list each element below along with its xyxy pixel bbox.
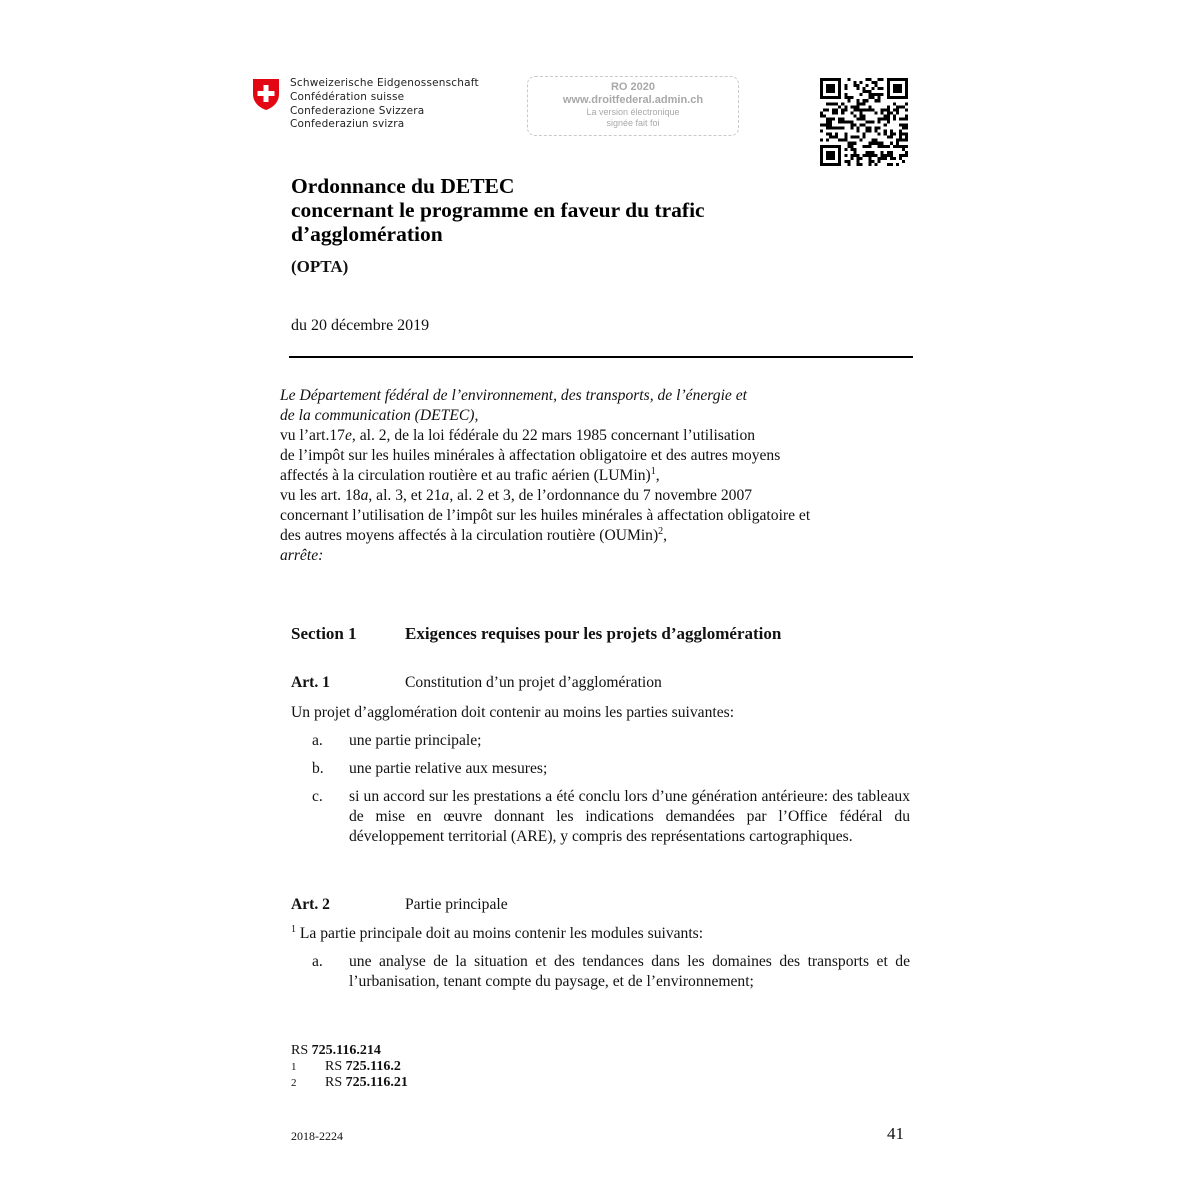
list-item-text: une partie relative aux mesures; — [349, 760, 548, 777]
stamp-note-1: La version électronique — [586, 107, 680, 117]
article-1-title: Constitution d’un projet d’agglomération — [405, 674, 662, 691]
list-item — [312, 787, 910, 847]
authority-line-1: Le Département fédéral de l’environnement, des transports, de l’énergie et — [280, 387, 747, 404]
title-divider — [289, 356, 913, 358]
article-2-lead — [291, 924, 703, 944]
legal-basis-2-line-2: concernant l’utilisation de l’impôt sur les huiles minérales à affectation obligatoire et — [280, 507, 811, 524]
list-item-text: une analyse de la situation et des tendances dans les domaines des transports et de l’urbanisation, tenant compte du paysage, et de l’environnement; — [349, 953, 910, 990]
authority-line-2: de la communication (DETEC), — [280, 407, 479, 424]
footnote-rs-main — [291, 1043, 408, 1059]
preamble — [280, 386, 912, 566]
title-abbreviation: (OPTA) — [291, 257, 349, 276]
legal-basis-1 — [280, 426, 912, 446]
list-item-text: si un accord sur les prestations a été conclu lors d’une génération antérieure: des tableaux de mise en œuvre donnant les indications demandées par l’Office fédéral du développement territorial (ARE), y compris des représentations cartographiques. — [349, 788, 910, 845]
paragraph-number: 1 — [291, 923, 296, 935]
footnote-number: 1 — [291, 1061, 297, 1073]
title-line-3: d’agglomération — [291, 222, 443, 246]
article-1-number: Art. 1 — [291, 674, 330, 691]
article-2-lead-text: La partie principale doit au moins contenir les modules suivants: — [299, 925, 704, 942]
document-number: 2018-2224 — [291, 1129, 343, 1143]
section-title: Exigences requises pour les projets d’agglomération — [405, 624, 782, 643]
footnote-ref-2[interactable]: 2 — [658, 525, 664, 537]
stamp-collection: RO 2020 — [610, 81, 656, 93]
legal-basis-1-end: , — [655, 467, 660, 484]
footnote-rs-prefix: RS — [291, 1043, 309, 1058]
legal-basis-1-line-3-text: affectés à la circulation routière et au trafic aérien (LUMin) — [280, 467, 651, 484]
list-marker: a. — [312, 953, 323, 970]
article-2-heading — [291, 896, 508, 914]
article-2-number: Art. 2 — [291, 896, 330, 913]
list-marker: c. — [312, 788, 323, 805]
confederation-name-fr: Confédération suisse — [290, 90, 405, 103]
legal-basis-2-line-3-text: des autres moyens affectés à la circulation routière (OUMin) — [280, 527, 659, 544]
confederation-names — [290, 77, 479, 132]
legal-basis-2-part-c: , al. 2 et 3, de l’ordonnance du 7 novembre 2007 — [449, 487, 753, 504]
list-item-text: une partie principale; — [349, 732, 482, 749]
footnote-item — [291, 1059, 408, 1075]
stamp-note-2: signée fait foi — [606, 118, 660, 128]
article-2-title: Partie principale — [405, 896, 508, 913]
legal-basis-1-part-a: vu l’art.17 — [280, 427, 345, 444]
footnote-prefix: RS — [325, 1059, 343, 1074]
article-1-lead: Un projet d’agglomération doit contenir au moins les parties suivantes: — [291, 704, 735, 721]
legal-basis-1-line-2: de l’impôt sur les huiles minérales à affectation obligatoire et des autres moyens — [280, 447, 781, 464]
list-marker: a. — [312, 732, 323, 749]
title-line-2: concernant le programme en faveur du trafic — [291, 198, 705, 222]
legal-basis-1-letter: e — [344, 427, 352, 444]
stamp-website: www.droitfederal.admin.ch — [562, 94, 704, 106]
publication-stamp — [527, 76, 739, 136]
legal-basis-2-part-b: , al. 3, et 21 — [368, 487, 442, 504]
legal-basis-2-end: , — [663, 527, 668, 544]
list-item — [312, 952, 910, 992]
confederation-name-it: Confederazione Svizzera — [290, 104, 425, 117]
footnotes — [291, 1043, 408, 1091]
legal-basis-2-part-a: vu les art. 18 — [280, 487, 361, 504]
footnote-rs-number: 725.116.214 — [311, 1043, 381, 1058]
page-title — [291, 174, 705, 246]
list-item — [312, 759, 910, 779]
legal-basis-2-letter-1: a — [360, 487, 369, 504]
swiss-coat-of-arms-icon — [252, 78, 280, 111]
page-number: 41 — [887, 1124, 904, 1143]
footnote-reference[interactable]: 725.116.2 — [345, 1059, 401, 1074]
legal-basis-2-line-3 — [280, 526, 912, 546]
section-heading — [291, 624, 781, 644]
qr-code-icon — [820, 78, 908, 166]
confederation-name-rm: Confederaziun svizra — [290, 118, 405, 131]
list-marker: b. — [312, 760, 324, 777]
legal-basis-1-line-3 — [280, 466, 912, 486]
list-item — [312, 731, 910, 751]
ordinance-date: du 20 décembre 2019 — [291, 317, 430, 334]
title-line-1: Ordonnance du DETEC — [291, 174, 515, 198]
footnote-prefix: RS — [325, 1075, 343, 1090]
footnote-item — [291, 1075, 408, 1091]
section-number: Section 1 — [291, 624, 357, 643]
footnote-ref-1[interactable]: 1 — [650, 465, 656, 477]
legal-basis-2 — [280, 486, 912, 506]
article-1-heading — [291, 674, 662, 692]
enacting-clause: arrête: — [280, 547, 324, 564]
legal-basis-1-part-b: , al. 2, de la loi fédérale du 22 mars 1985 concernant l’utilisation — [351, 427, 756, 444]
confederation-name-de: Schweizerische Eidgenossenschaft — [290, 77, 479, 89]
legal-basis-2-letter-2: a — [441, 487, 450, 504]
footnote-number: 2 — [291, 1077, 297, 1089]
footnote-reference[interactable]: 725.116.21 — [345, 1075, 408, 1090]
